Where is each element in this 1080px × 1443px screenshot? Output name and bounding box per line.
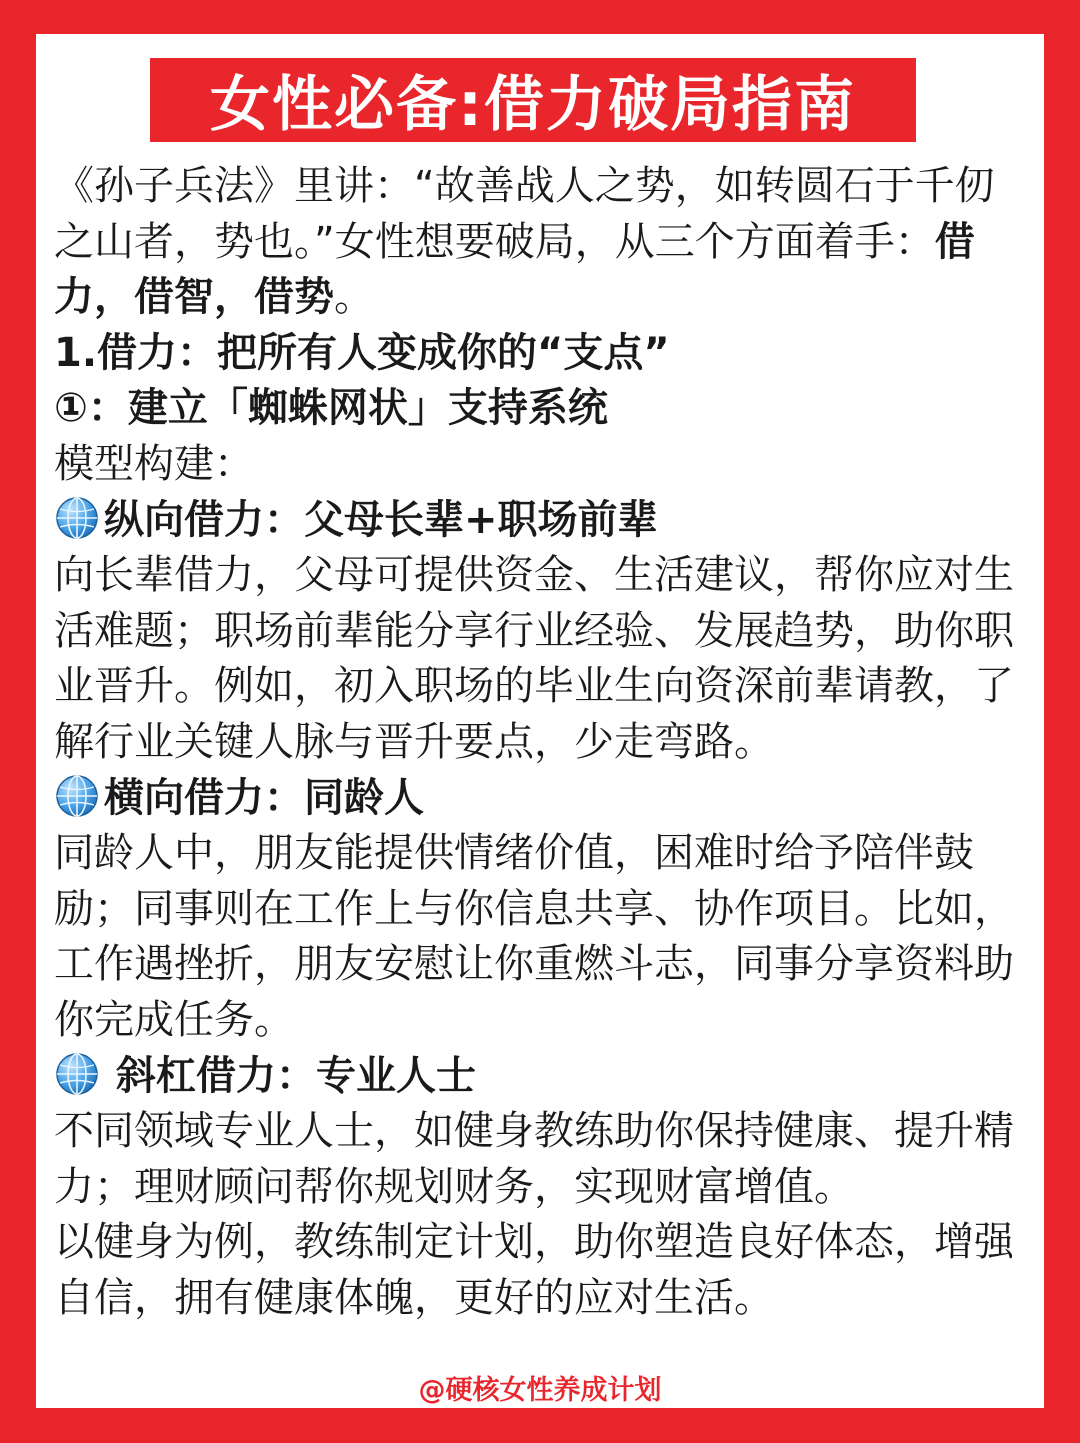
model-label: 模型构建：: [54, 440, 254, 487]
section-heading: 1.借力：把所有人变成你的“支点”: [54, 329, 670, 376]
intro-end: 。: [334, 274, 374, 321]
watermark: @硬核女性养成计划: [418, 1375, 662, 1406]
item-heading-slash: 斜杠借力：专业人士: [54, 1049, 1030, 1105]
item-body-horizontal: 同龄人中，朋友能提供情绪价值，困难时给予陪伴鼓励；同事则在工作上与你信息共享、协作项目。比如，工作遇挫折，朋友安慰让你重燃斗志，同事分享资料助你完成任务。: [54, 830, 1014, 1043]
item-heading-vertical: 纵向借力：父母长辈+职场前辈: [54, 493, 1030, 549]
item-heading-horizontal: 横向借力：同龄人: [54, 771, 1030, 827]
globe-icon: [54, 773, 100, 819]
item-body-vertical: 向长辈借力，父母可提供资金、生活建议，帮你应对生活难题；职场前辈能分享行业经验、发展趋势，助你职业晋升。例如，初入职场的毕业生向资深前辈请教，了解行业关键人脉与晋升要点，少走弯路。: [54, 552, 1014, 765]
intro-text: 《孙子兵法》里讲：“故善战人之势，如转圆石于千仞之山者，势也。”女性想要破局，从三个方面着手：: [54, 163, 995, 265]
content-card: [36, 34, 1044, 1408]
article-body: [54, 159, 1030, 1326]
item-body-slash-example: 以健身为例，教练制定计划，助你塑造良好体态，增强自信，拥有健康体魄，更好的应对生活。: [54, 1219, 1014, 1321]
item-body-slash: 不同领域专业人士，如健身教练助你保持健康、提升精力；理财顾问帮你规划财务，实现财富增值。: [54, 1108, 1014, 1210]
intro-keywords: 借力，借智，借势: [54, 218, 975, 321]
title-banner: [150, 58, 916, 142]
intro-paragraph: [54, 159, 1030, 326]
globe-icon: [54, 495, 100, 541]
page-title: 女性必备:借力破局指南: [210, 70, 856, 140]
globe-icon: [54, 1051, 100, 1097]
section-subheading: ①：建立「蜘蛛网状」支持系统: [54, 385, 608, 432]
